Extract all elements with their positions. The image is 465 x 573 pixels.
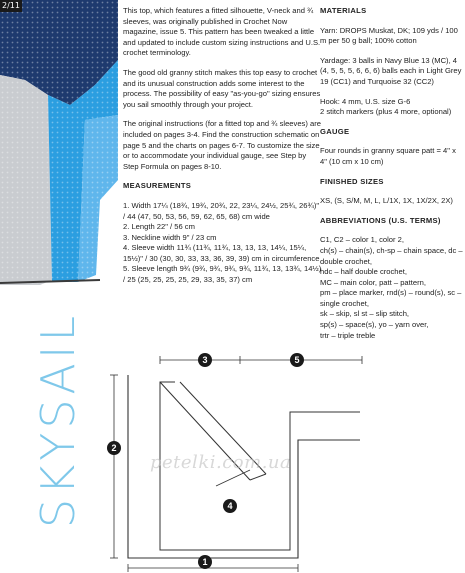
garment-photo xyxy=(0,0,118,300)
measurements-heading: MEASUREMENTS xyxy=(123,181,192,191)
sleeve-cuff xyxy=(250,474,266,480)
abbreviation-item: C1, C2 – color 1, color 2, xyxy=(320,235,404,245)
abbreviation-item: sp(s) – space(s), yo – yarn over, xyxy=(320,320,429,330)
sizes-text: XS, (S, S/M, M, L, L/1X, 1X, 1X/2X, 2X) xyxy=(320,196,453,206)
brand-title xyxy=(18,311,98,529)
abbreviations-heading: ABBREVIATIONS (U.S. TERMS) xyxy=(320,215,441,225)
materials-heading: MATERIALS xyxy=(320,6,367,15)
marker-5-label: 5 xyxy=(294,355,300,365)
materials-column xyxy=(320,6,463,341)
marker-2-label: 2 xyxy=(111,443,117,453)
measurements-list xyxy=(123,201,323,286)
watermark: petelki.com.ua xyxy=(150,452,292,473)
measurement-item: 3. Neckline width 9" / 23 cm xyxy=(123,232,217,242)
abbreviation-item: MC – main color, patt – pattern, xyxy=(320,277,426,287)
marker-3-label: 3 xyxy=(202,355,208,365)
abbreviation-item: pm – place marker, rnd(s) – round(s), sc – single crochet, xyxy=(320,288,462,308)
measurement-item: 4. Sleeve width 11¾ (11¾, 11¾, 13, 13, 13, 14¼, 15¼, 15½)" / 30 (30, 30, 33, 33, 36, 39, 39) cm in circumference xyxy=(123,243,320,263)
intro-paragraph-1: This top, which features a fitted silhouette, V-neck and ¾ sleeves, was originally published in Crochet Now magazine, issue 5. This pattern has been tweaked a little and updated to include custom sizing instructions and U.S. crochet terminology. xyxy=(123,6,321,58)
intro-paragraph-3: The original instructions (for a fitted top and ¾ sleeves) are included on pages 3-4. Find the construction schematic on page 5 and the charts on pages 6-7. To customize the size or to accommodate your individual gauge, see Step by Step Formula on pages 8-10. xyxy=(123,119,321,171)
sizes-heading: FINISHED SIZES xyxy=(320,176,384,186)
measurement-item: 2. Length 22" / 56 cm xyxy=(123,222,195,232)
marker-4-label: 4 xyxy=(227,501,233,511)
page-corner-tag: 2/11 xyxy=(0,0,22,12)
gauge-heading: GAUGE xyxy=(320,126,350,136)
materials-yardage: Yardage: 3 balls in Navy Blue 13 (MC), 4 (4, 5, 5, 5, 6, 6, 6) balls each in Light Grey 19 (CC1) and Turquoise 32 (CC2) xyxy=(320,55,462,86)
gauge-text: Four rounds in granny square patt = 4" x 4" (10 cm x 10 cm) xyxy=(320,146,456,166)
brand-title-text: SKYSAIL xyxy=(31,311,85,529)
abbreviation-item: trtr – triple treble xyxy=(320,330,376,340)
measurement-item: 1. Width 17¼ (18¾, 19¾, 20¾, 22, 23¼, 24½, 25¾, 26¾)" / 44 (47, 50, 53, 56, 59, 62, 65, 68) cm wide xyxy=(123,200,320,221)
abbreviations-list xyxy=(320,235,463,341)
intro-paragraph-2: The good old granny stitch makes this top easy to crochet and its unusual construction adds some interest to the process. The possibility of easy "as-you-go" sizing ensures you sail smoothly through your project. xyxy=(123,67,321,109)
garment-photo-graphic xyxy=(0,0,118,300)
materials-hook: Hook: 4 mm, U.S. size G-6 xyxy=(320,96,411,106)
materials-markers: 2 stitch markers (plus 4 more, optional) xyxy=(320,107,452,117)
materials-yarn: Yarn: DROPS Muskat, DK; 109 yds / 100 m per 50 g ball; 100% cotton xyxy=(320,25,458,46)
marker-1-label: 1 xyxy=(202,557,208,567)
intro-column xyxy=(123,6,323,286)
measurement-item: 5. Sleeve length 9¾ (9¾, 9¾, 9¾, 9¾, 11¾, 13, 13¾, 14½) / 25 (25, 25, 25, 25, 29, 33, 35, 37) cm xyxy=(123,264,322,285)
abbreviation-item: ch(s) – chain(s), ch-sp – chain space, dc – double crochet, xyxy=(320,245,463,266)
abbreviation-item: sk – skip, sl st – slip stitch, xyxy=(320,309,410,319)
abbreviation-item: hdc – half double crochet, xyxy=(320,267,407,277)
